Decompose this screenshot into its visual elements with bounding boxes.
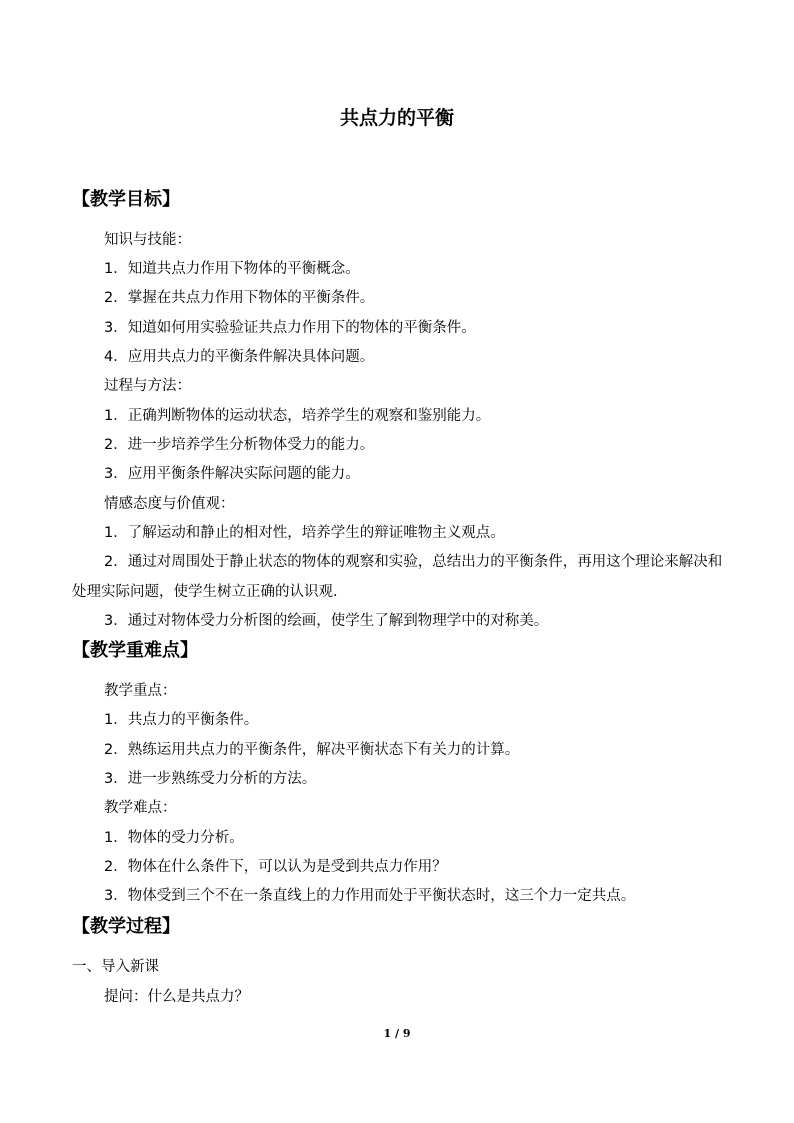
emotion-item: 3．通过对物体受力分析图的绘画，使学生了解到物理学中的对称美。	[104, 613, 549, 629]
difficult-item: 3．物体受到三个不在一条直线上的力作用而处于平衡状态时，这三个力一定共点。	[104, 888, 636, 904]
section-heading-process: 【教学过程】	[72, 916, 180, 937]
page-number: 1 / 9	[383, 1027, 411, 1040]
knowledge-item: 1．知道共点力作用下物体的平衡概念。	[104, 261, 360, 277]
intro-label: 一、导入新课	[72, 959, 159, 975]
document-title: 共点力的平衡	[339, 107, 454, 129]
difficult-label: 教学难点：	[104, 800, 177, 816]
knowledge-item: 3．知道如何用实验验证共点力作用下的物体的平衡条件。	[104, 320, 476, 336]
emotion-item-wrapped: 2．通过对周围处于静止状态的物体的观察和实验，总结出力的平衡条件，再用这个理论来解决和处理实际问题，使学生树立正确的认识观.	[72, 554, 723, 600]
emotion-item: 1．了解运动和静止的相对性，培养学生的辩证唯物主义观点。	[104, 525, 505, 541]
knowledge-item: 2．掌握在共点力作用下物体的平衡条件。	[104, 290, 375, 306]
process-item: 2．进一步培养学生分析物体受力的能力。	[104, 437, 375, 453]
intro-question: 提问：什么是共点力？	[104, 989, 249, 1005]
process-label: 过程与方法：	[104, 378, 191, 394]
process-item: 1．正确判断物体的运动状态，培养学生的观察和鉴别能力。	[104, 408, 491, 424]
key-label: 教学重点：	[104, 683, 177, 699]
section-heading-key: 【教学重难点】	[72, 640, 198, 661]
knowledge-item: 4．应用共点力的平衡条件解决具体问题。	[104, 349, 375, 365]
key-item: 2．熟练运用共点力的平衡条件，解决平衡状态下有关力的计算。	[104, 742, 520, 758]
difficult-item: 2．物体在什么条件下，可以认为是受到共点力作用？	[104, 859, 447, 875]
emotion-label: 情感态度与价值观：	[104, 496, 235, 512]
section-heading-goals: 【教学目标】	[72, 189, 180, 210]
process-item: 3．应用平衡条件解决实际问题的能力。	[104, 466, 360, 482]
knowledge-label: 知识与技能：	[104, 232, 191, 248]
key-item: 3．进一步熟练受力分析的方法。	[104, 771, 317, 787]
key-item: 1．共点力的平衡条件。	[104, 712, 259, 728]
difficult-item: 1．物体的受力分析。	[104, 830, 244, 846]
